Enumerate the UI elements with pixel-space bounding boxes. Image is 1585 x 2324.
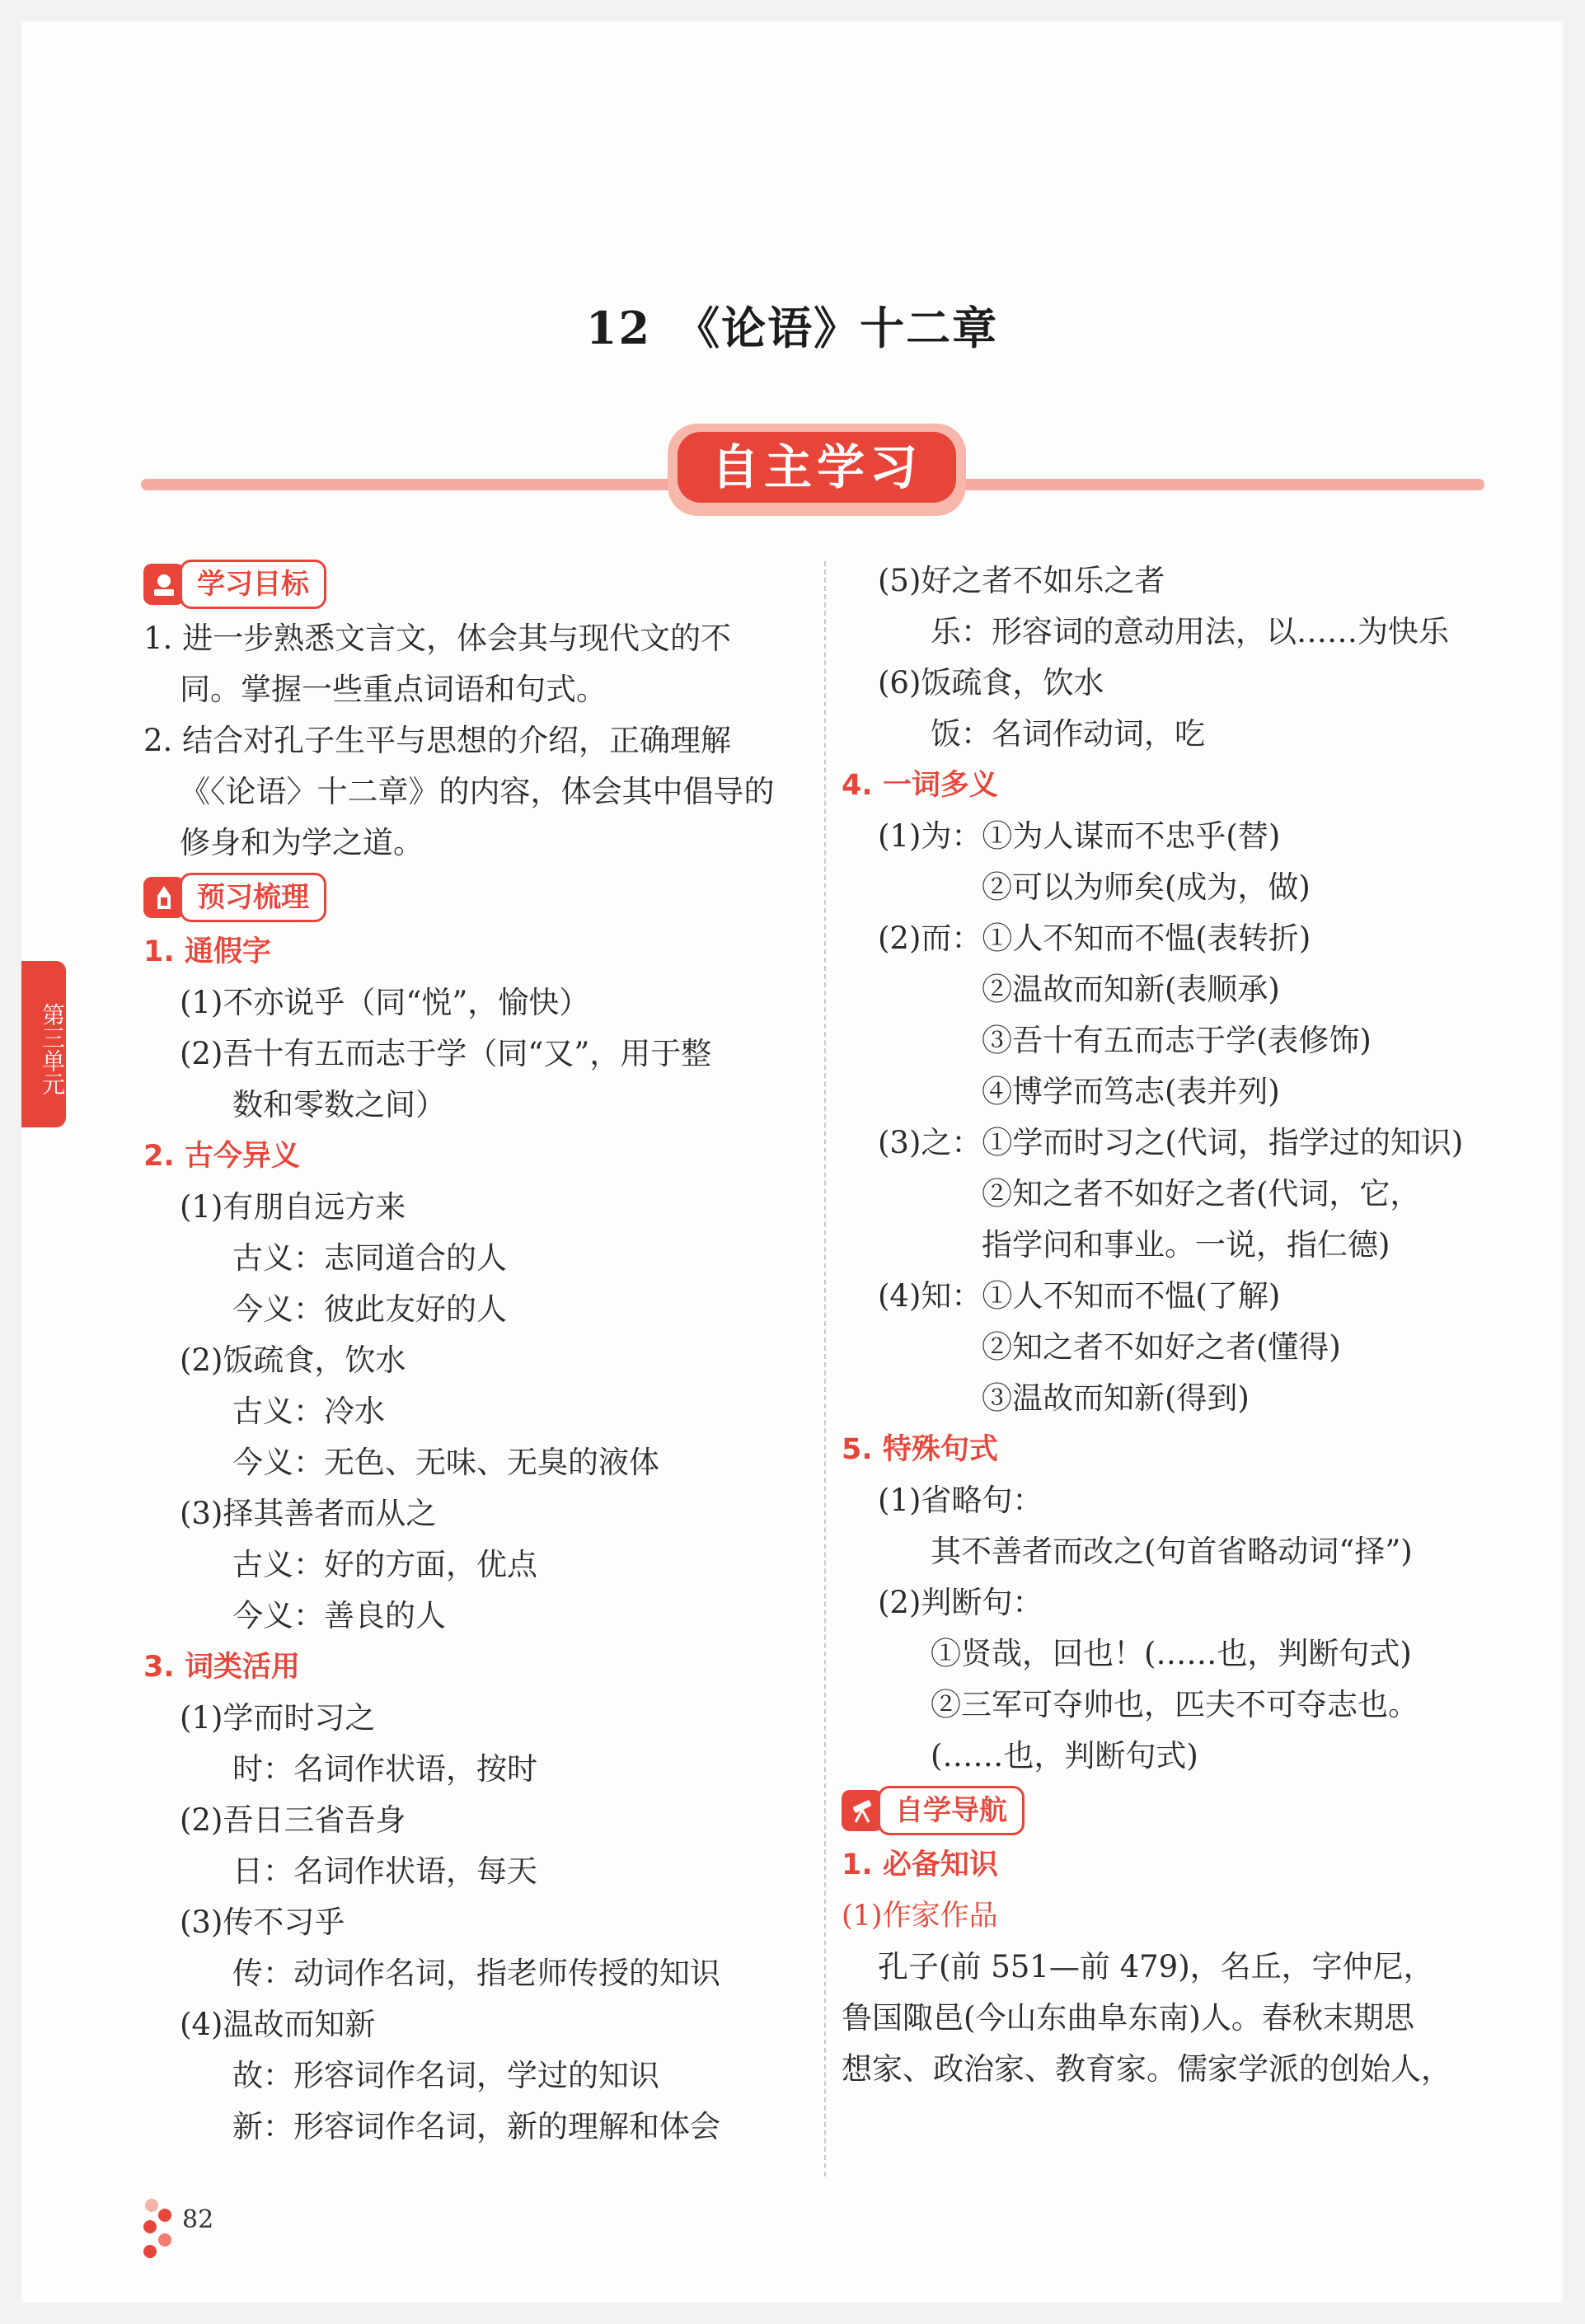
text-line: (2)吾日三省吾身 (180, 1802, 406, 1838)
unit-side-tab: 第三单元 (21, 961, 66, 1127)
text-line: ③吾十有五而志于学(表修饰) (982, 1023, 1372, 1058)
text-line: (5)好之者不如乐之者 (878, 563, 1165, 598)
text-line: (1)省略句： (878, 1483, 1043, 1518)
text-line: 古义：冷水 (232, 1394, 385, 1429)
section-header (143, 559, 803, 610)
text-line: 数和零数之间） (232, 1087, 446, 1122)
page (21, 21, 1563, 2303)
text-line: 新：形容词作名词，新的理解和体会 (232, 2109, 720, 2144)
subsection-heading: 1. 通假字 (143, 935, 271, 968)
text-line: 鲁国陬邑(今山东曲阜东南)人。春秋末期思 (842, 2000, 1414, 2036)
text-line: 今义：善良的人 (232, 1598, 446, 1633)
text-line: (4)温故而知新 (180, 2007, 376, 2042)
column-divider (824, 561, 826, 2176)
subsection-heading: 5. 特殊句式 (842, 1433, 998, 1466)
text-line: 同。掌握一些重点词语和句式。 (180, 672, 607, 707)
text-line: 指学问和事业。一说，指仁德) (982, 1227, 1390, 1263)
text-line: 想家、政治家、教育家。儒家学派的创始人， (842, 2051, 1451, 2087)
section-label: 自学导航 (878, 1786, 1025, 1835)
right-column (842, 555, 1501, 2095)
subsection-heading: 1. 必备知识 (842, 1848, 998, 1881)
page-title: 12 《论语》十二章 (585, 302, 999, 354)
text-line: ②三军可夺帅也，匹夫不可夺志也。 (931, 1687, 1419, 1722)
text-line: (2)饭疏食，饮水 (180, 1342, 406, 1378)
text-line: (3)择其善者而从之 (180, 1496, 437, 1531)
text-line: (1)为：①为人谋而不忠乎(替) (878, 818, 1281, 854)
text-line: (1)有朋自远方来 (180, 1189, 406, 1225)
text-line: 孔子(前 551—前 479)，名丘，字仲尼， (878, 1949, 1434, 1984)
telescope-icon (842, 1790, 883, 1831)
text-line: 古义：好的方面，优点 (232, 1547, 537, 1582)
text-line: (3)传不习乎 (180, 1905, 345, 1940)
text-line: 日：名词作状语，每天 (232, 1853, 537, 1889)
text-line: ①贤哉，回也！(……也，判断句式) (931, 1636, 1412, 1671)
text-line: 时：名词作状语，按时 (232, 1751, 537, 1787)
text-line: (6)饭疏食，饮水 (878, 665, 1104, 700)
subsection-heading: (1)作家作品 (842, 1900, 998, 1933)
section-header (842, 1785, 1501, 1836)
text-line: ③温故而知新(得到) (982, 1380, 1250, 1416)
text-line: 故：形容词作名词，学过的知识 (232, 2058, 659, 2093)
left-column (143, 555, 803, 2153)
text-line: (2)判断句： (878, 1585, 1043, 1620)
text-line: (3)之：①学而时习之(代词，指学过的知识) (878, 1125, 1464, 1160)
text-line: 古义：志同道合的人 (232, 1240, 507, 1276)
section-banner: 自主学习 (678, 432, 956, 503)
text-line: (2)吾十有五而志于学（同“又”，用于整 (180, 1036, 712, 1071)
text-line: ④博学而笃志(表并列) (982, 1074, 1280, 1109)
section-header (143, 872, 803, 923)
text-line: (……也，判断句式) (931, 1738, 1198, 1773)
text-line: 传：动词作名词，指老师传授的知识 (232, 1956, 720, 1991)
section-label: 预习梳理 (180, 873, 326, 922)
text-line: (1)不亦说乎（同“悦”，愉快） (180, 985, 590, 1020)
pencil-icon (143, 877, 185, 918)
text-line: (4)知：①人不知而不愠(了解) (878, 1278, 1281, 1314)
text-line: ②知之者不如好之者(代词，它， (982, 1176, 1421, 1211)
subsection-heading: 2. 古今异义 (143, 1140, 300, 1173)
text-line: 《〈论语〉十二章》的内容，体会其中倡导的 (180, 774, 775, 809)
text-line: 2. 结合对孔子生平与思想的介绍，正确理解 (143, 723, 732, 758)
target-icon (143, 564, 185, 605)
section-label: 学习目标 (180, 560, 326, 609)
text-line: 今义：无色、无味、无臭的液体 (232, 1445, 659, 1480)
text-line: 饭：名词作动词，吃 (931, 716, 1205, 752)
text-line: 其不善者而改之(句首省略动词“择”) (931, 1534, 1413, 1569)
subsection-heading: 4. 一词多义 (842, 769, 998, 802)
text-line: (1)学而时习之 (180, 1700, 376, 1736)
page-number: 82 (182, 2205, 214, 2234)
text-line: 1. 进一步熟悉文言文，体会其与现代文的不 (143, 621, 732, 656)
text-line: ②温故而知新(表顺承) (982, 972, 1280, 1007)
text-line: 乐：形容词的意动用法，以……为快乐 (931, 614, 1449, 649)
text-line: ②知之者不如好之者(懂得) (982, 1329, 1341, 1365)
text-line: ②可以为师矣(成为，做) (982, 869, 1311, 905)
subsection-heading: 3. 词类活用 (143, 1651, 300, 1684)
text-line: 修身和为学之道。 (180, 825, 424, 860)
text-line: 今义：彼此友好的人 (232, 1291, 507, 1327)
text-line: (2)而：①人不知而不愠(表转折) (878, 921, 1311, 956)
